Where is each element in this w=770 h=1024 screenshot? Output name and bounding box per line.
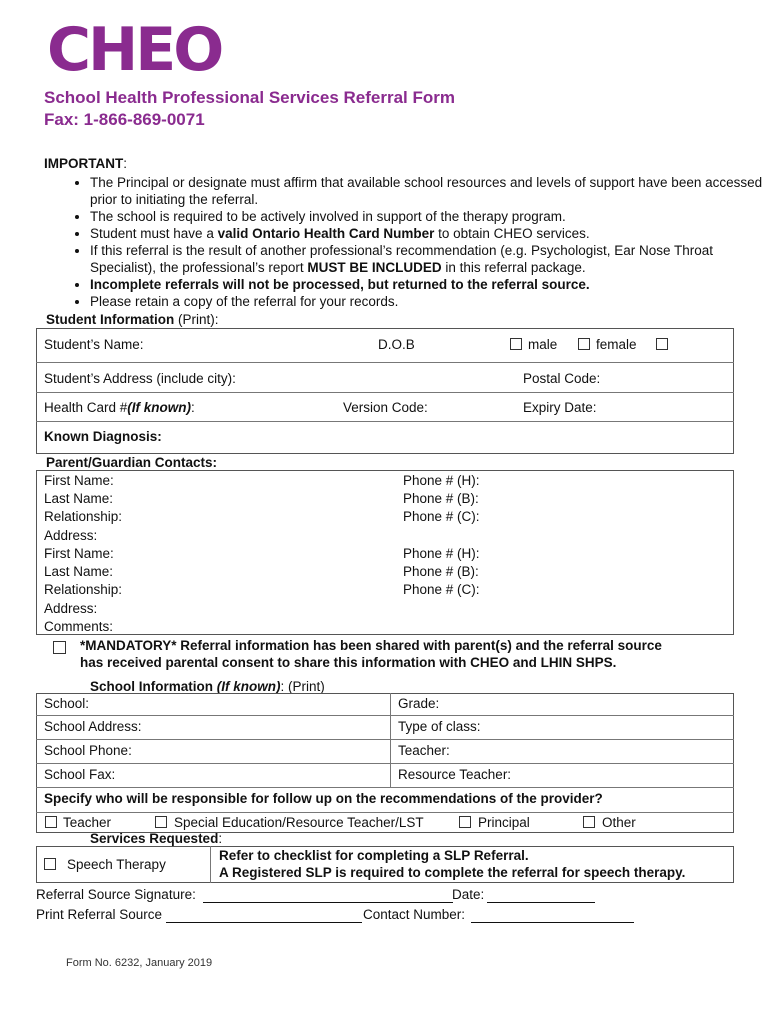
grade-label: Grade:	[398, 696, 440, 711]
parent-address-label: Address:	[44, 528, 98, 543]
principal-option-label: Principal	[478, 815, 530, 830]
teacher-checkbox[interactable]	[45, 816, 57, 828]
school-address-label: School Address:	[44, 719, 142, 734]
other-gender-checkbox[interactable]	[656, 338, 668, 350]
phone-home-label: Phone # (H):	[403, 473, 480, 488]
school-info-heading: School Information (If known): (Print)	[90, 679, 325, 694]
school-fax-label: School Fax:	[44, 767, 116, 782]
comments-label: Comments:	[44, 619, 114, 634]
phone-business-label: Phone # (B):	[403, 491, 479, 506]
phone-home-label: Phone # (H):	[403, 546, 480, 561]
form-title: School Health Professional Services Referral Form	[44, 88, 455, 107]
important-item: • Please retain a copy of the referral for your records.	[90, 293, 770, 310]
other-option-label: Other	[602, 815, 636, 830]
resource-teacher-label: Resource Teacher:	[398, 767, 512, 782]
slp-checklist-note: Refer to checklist for completing a SLP Referral.	[219, 848, 529, 863]
teacher-option-label: Teacher	[63, 815, 112, 830]
mandatory-consent-line1: *MANDATORY* Referral information has been shared with parent(s) and the referral source	[80, 638, 662, 653]
important-heading: IMPORTANT:	[44, 156, 128, 171]
parent-relationship-label: Relationship:	[44, 582, 123, 597]
phone-cell-label: Phone # (C):	[403, 509, 480, 524]
female-checkbox[interactable]	[578, 338, 590, 350]
signature-label: Referral Source Signature:	[36, 887, 196, 902]
followup-question: Specify who will be responsible for follow up on the recommendations of the provider?	[44, 791, 603, 806]
female-label: female	[596, 337, 637, 352]
students-name-label: Student’s Name:	[44, 337, 144, 352]
parent-last-name-label: Last Name:	[44, 491, 114, 506]
special-education-option-label: Special Education/Resource Teacher/LST	[174, 815, 424, 830]
health-card-label: Health Card #(If known):	[44, 400, 195, 415]
important-item: • The Principal or designate must affirm that available school resources and levels of support have been accessed prior to initiating the referral.	[90, 174, 770, 208]
speech-therapy-checkbox[interactable]	[44, 858, 56, 870]
special-education-checkbox[interactable]	[155, 816, 167, 828]
parent-relationship-label: Relationship:	[44, 509, 123, 524]
male-label: male	[528, 337, 558, 352]
parent-contacts-heading: Parent/Guardian Contacts:	[46, 455, 218, 470]
principal-checkbox[interactable]	[459, 816, 471, 828]
important-item: • The school is required to be actively involved in support of the therapy program.	[90, 208, 770, 225]
type-of-class-label: Type of class:	[398, 719, 481, 734]
parent-contacts-table	[36, 470, 734, 635]
parent-first-name-label: First Name:	[44, 473, 114, 488]
parent-first-name-label: First Name:	[44, 546, 114, 561]
expiry-date-label: Expiry Date:	[523, 400, 597, 415]
important-item: • Student must have a valid Ontario Health Card Number to obtain CHEO services.	[90, 225, 770, 242]
phone-business-label: Phone # (B):	[403, 564, 479, 579]
date-label: Date:	[452, 887, 485, 902]
form-number-footer: Form No. 6232, January 2019	[66, 957, 213, 969]
known-diagnosis-label: Known Diagnosis:	[44, 429, 162, 444]
signature-line[interactable]	[203, 902, 453, 903]
other-checkbox[interactable]	[583, 816, 595, 828]
contact-number-label: Contact Number:	[363, 907, 466, 922]
services-requested-heading: Services Requested:	[90, 831, 223, 846]
date-line[interactable]	[487, 902, 595, 903]
postal-code-label: Postal Code:	[523, 371, 601, 386]
contact-number-line[interactable]	[471, 922, 634, 923]
important-item: • If this referral is the result of another professional’s recommendation (e.g. Psychologist, Ear Nose Throat Specialist), the professional’s report MUST BE INCLUDED in this referral package.	[90, 242, 770, 276]
version-code-label: Version Code:	[343, 400, 428, 415]
phone-cell-label: Phone # (C):	[403, 582, 480, 597]
student-info-heading: Student Information (Print):	[46, 312, 219, 327]
male-checkbox[interactable]	[510, 338, 522, 350]
mandatory-consent-checkbox[interactable]	[53, 641, 66, 654]
parent-address-label: Address:	[44, 601, 98, 616]
dob-label: D.O.B	[378, 337, 415, 352]
school-label: School:	[44, 696, 90, 711]
teacher-label: Teacher:	[398, 743, 450, 758]
mandatory-consent-line2: has received parental consent to share this information with CHEO and LHIN SHPS.	[80, 655, 617, 670]
parent-last-name-label: Last Name:	[44, 564, 114, 579]
school-phone-label: School Phone:	[44, 743, 132, 758]
important-item: • Incomplete referrals will not be processed, but returned to the referral source.	[90, 276, 770, 293]
print-referral-source-label: Print Referral Source	[36, 907, 163, 922]
important-list	[60, 174, 770, 310]
print-referral-source-line[interactable]	[166, 922, 362, 923]
slp-required-note: A Registered SLP is required to complete the referral for speech therapy.	[219, 865, 686, 880]
fax-number: Fax: 1-866-869-0071	[44, 110, 205, 129]
students-address-label: Student’s Address (include city):	[44, 371, 236, 386]
cheo-logo: CHEO	[47, 15, 222, 85]
speech-therapy-label: Speech Therapy	[67, 857, 166, 872]
